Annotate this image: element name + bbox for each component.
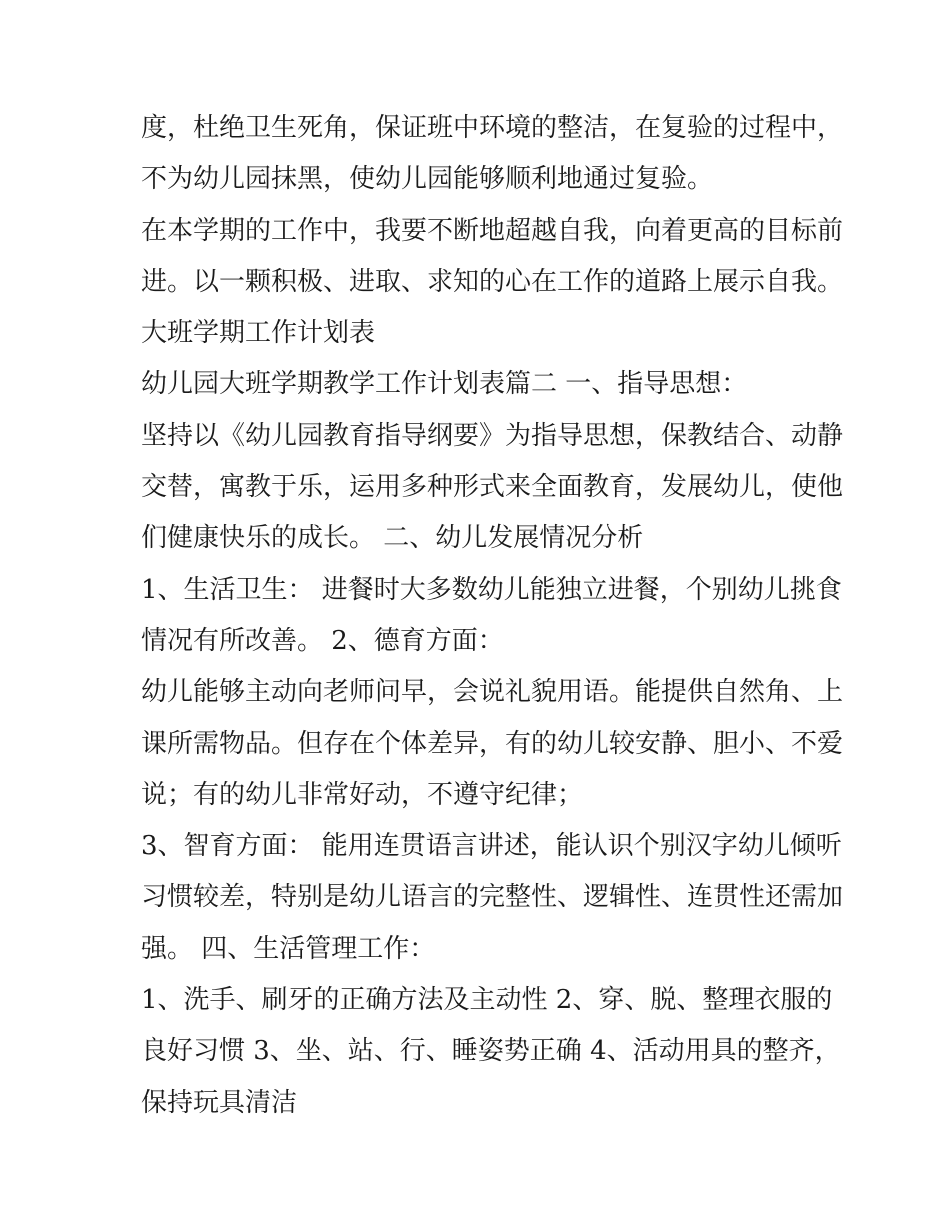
text-line: 1、生活卫生： 进餐时大多数幼儿能独立进餐，个别幼儿挑食 [141, 574, 842, 605]
document-body [141, 103, 844, 1129]
text-line: 们健康快乐的成长。 二、幼儿发展情况分析 [141, 523, 644, 554]
text-line: 良好习惯 3、坐、站、行、睡姿势正确 4、活动用具的整齐， [141, 1036, 841, 1067]
text-line: 交替，寓教于乐，运用多种形式来全面教育，发展幼儿，使他 [141, 472, 844, 503]
text-line: 幼儿园大班学期教学工作计划表篇二 一、指导思想： [141, 369, 748, 400]
text-line: 情况有所改善。 2、德育方面： [141, 625, 504, 656]
text-line: 课所需物品。但存在个体差异，有的幼儿较安静、胆小、不爱 [141, 728, 844, 759]
text-line: 保持玩具清洁 [141, 1087, 298, 1118]
text-line: 3、智育方面： 能用连贯语言讲述，能认识个别汉字幼儿倾听 [141, 831, 842, 862]
text-line: 进。以一颗积极、进取、求知的心在工作的道路上展示自我。 [141, 266, 844, 297]
section-heading: 大班学期工作计划表 [141, 318, 376, 349]
text-line: 在本学期的工作中，我要不断地超越自我，向着更高的目标前 [141, 215, 844, 246]
text-line: 习惯较差，特别是幼儿语言的完整性、逻辑性、连贯性还需加 [141, 882, 844, 913]
text-line: 强。 四、生活管理工作： [141, 933, 436, 964]
text-line: 说；有的幼儿非常好动，不遵守纪律； [141, 779, 584, 810]
text-line: 不为幼儿园抹黑，使幼儿园能够顺利地通过复验。 [141, 164, 714, 195]
text-line: 1、洗手、刷牙的正确方法及主动性 2、穿、脱、整理衣服的 [141, 985, 833, 1016]
text-line: 幼儿能够主动向老师问早，会说礼貌用语。能提供自然角、上 [141, 677, 844, 708]
text-line: 坚持以《幼儿园教育指导纲要》为指导思想，保教结合、动静 [141, 420, 844, 451]
text-line: 度，杜绝卫生死角，保证班中环境的整洁，在复验的过程中， [141, 113, 844, 143]
